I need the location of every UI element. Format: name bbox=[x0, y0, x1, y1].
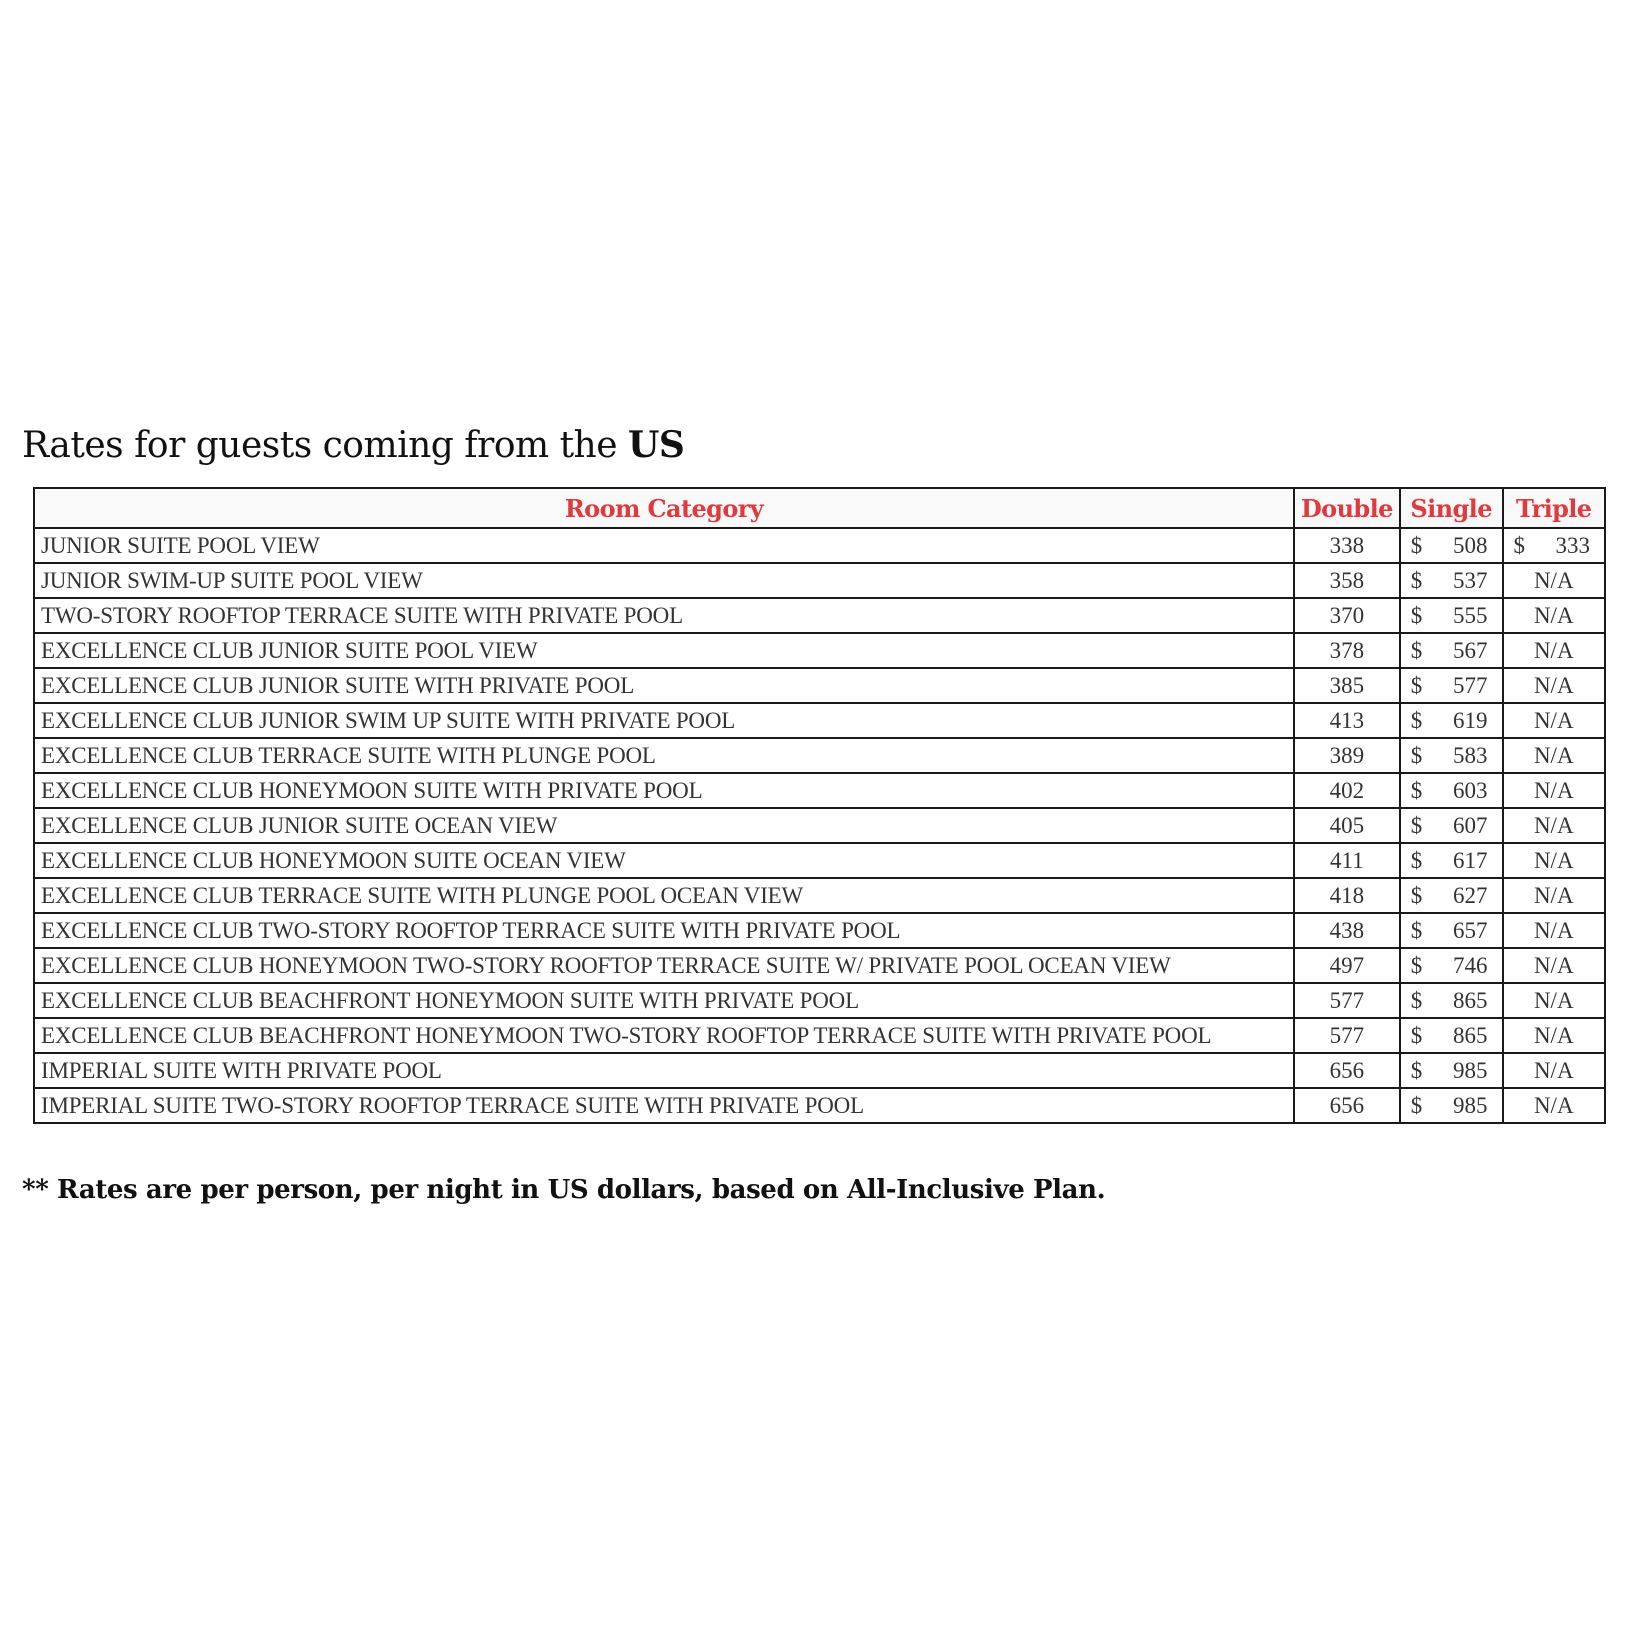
cell-single bbox=[1400, 983, 1503, 1018]
cell-double: 402 bbox=[1294, 773, 1400, 808]
cell-single bbox=[1400, 668, 1503, 703]
single-value: 985 bbox=[1453, 1057, 1488, 1083]
page-heading bbox=[22, 424, 684, 466]
table-row bbox=[34, 1018, 1605, 1053]
cell-single bbox=[1400, 1018, 1503, 1053]
cell-triple: N/A bbox=[1503, 1018, 1606, 1053]
cell-triple: N/A bbox=[1503, 878, 1606, 913]
currency-symbol: $ bbox=[1410, 742, 1423, 768]
header-room-category: Room Category bbox=[34, 488, 1294, 528]
cell-single bbox=[1400, 563, 1503, 598]
cell-room-category: EXCELLENCE CLUB HONEYMOON SUITE OCEAN VIEW bbox=[34, 843, 1294, 878]
header-double: Double bbox=[1294, 488, 1400, 528]
currency-symbol: $ bbox=[1410, 917, 1423, 943]
currency-symbol: $ bbox=[1410, 987, 1423, 1013]
cell-room-category: EXCELLENCE CLUB TERRACE SUITE WITH PLUNGE POOL bbox=[34, 738, 1294, 773]
cell-room-category: JUNIOR SWIM-UP SUITE POOL VIEW bbox=[34, 563, 1294, 598]
table-row bbox=[34, 633, 1605, 668]
currency-symbol: $ bbox=[1410, 637, 1423, 663]
table-row bbox=[34, 983, 1605, 1018]
table-row bbox=[34, 563, 1605, 598]
cell-room-category: EXCELLENCE CLUB JUNIOR SUITE OCEAN VIEW bbox=[34, 808, 1294, 843]
cell-double: 497 bbox=[1294, 948, 1400, 983]
cell-single bbox=[1400, 528, 1503, 563]
currency-symbol: $ bbox=[1410, 1092, 1423, 1118]
triple-value: 333 bbox=[1555, 532, 1590, 558]
currency-symbol: $ bbox=[1410, 952, 1423, 978]
cell-double: 656 bbox=[1294, 1053, 1400, 1088]
cell-room-category: IMPERIAL SUITE TWO-STORY ROOFTOP TERRACE SUITE WITH PRIVATE POOL bbox=[34, 1088, 1294, 1123]
table-row bbox=[34, 948, 1605, 983]
cell-single bbox=[1400, 878, 1503, 913]
rates-table bbox=[33, 487, 1606, 1124]
footnote: ** Rates are per person, per night in US dollars, based on All-Inclusive Plan. bbox=[22, 1175, 1106, 1205]
single-value: 746 bbox=[1453, 952, 1488, 978]
cell-double: 405 bbox=[1294, 808, 1400, 843]
cell-triple: N/A bbox=[1503, 738, 1606, 773]
table-row bbox=[34, 808, 1605, 843]
cell-double: 418 bbox=[1294, 878, 1400, 913]
table-row bbox=[34, 878, 1605, 913]
cell-room-category: TWO-STORY ROOFTOP TERRACE SUITE WITH PRIVATE POOL bbox=[34, 598, 1294, 633]
cell-double: 370 bbox=[1294, 598, 1400, 633]
header-single: Single bbox=[1400, 488, 1503, 528]
cell-triple: N/A bbox=[1503, 668, 1606, 703]
currency-symbol: $ bbox=[1410, 882, 1423, 908]
single-value: 619 bbox=[1453, 707, 1488, 733]
cell-room-category: EXCELLENCE CLUB JUNIOR SWIM UP SUITE WITH PRIVATE POOL bbox=[34, 703, 1294, 738]
cell-room-category: EXCELLENCE CLUB JUNIOR SUITE WITH PRIVATE POOL bbox=[34, 668, 1294, 703]
cell-single bbox=[1400, 703, 1503, 738]
currency-symbol: $ bbox=[1410, 1022, 1423, 1048]
cell-single bbox=[1400, 738, 1503, 773]
cell-double: 411 bbox=[1294, 843, 1400, 878]
cell-triple: N/A bbox=[1503, 773, 1606, 808]
cell-double: 378 bbox=[1294, 633, 1400, 668]
cell-single bbox=[1400, 773, 1503, 808]
single-value: 627 bbox=[1453, 882, 1488, 908]
currency-symbol: $ bbox=[1410, 777, 1423, 803]
single-value: 865 bbox=[1453, 1022, 1488, 1048]
currency-symbol: $ bbox=[1410, 812, 1423, 838]
cell-double: 656 bbox=[1294, 1088, 1400, 1123]
cell-room-category: EXCELLENCE CLUB JUNIOR SUITE POOL VIEW bbox=[34, 633, 1294, 668]
header-triple: Triple bbox=[1503, 488, 1606, 528]
currency-symbol: $ bbox=[1513, 532, 1525, 558]
cell-single bbox=[1400, 843, 1503, 878]
single-value: 617 bbox=[1453, 847, 1488, 873]
single-value: 555 bbox=[1453, 602, 1488, 628]
table-row bbox=[34, 528, 1605, 563]
single-value: 508 bbox=[1453, 532, 1488, 558]
single-value: 657 bbox=[1453, 917, 1488, 943]
cell-double: 413 bbox=[1294, 703, 1400, 738]
cell-double: 338 bbox=[1294, 528, 1400, 563]
table-row bbox=[34, 1088, 1605, 1123]
single-value: 607 bbox=[1453, 812, 1488, 838]
cell-room-category: EXCELLENCE CLUB HONEYMOON SUITE WITH PRIVATE POOL bbox=[34, 773, 1294, 808]
table-row bbox=[34, 738, 1605, 773]
heading-prefix: Rates for guests coming from the bbox=[22, 425, 628, 466]
cell-single bbox=[1400, 808, 1503, 843]
cell-triple: N/A bbox=[1503, 948, 1606, 983]
cell-triple: N/A bbox=[1503, 843, 1606, 878]
cell-single bbox=[1400, 1088, 1503, 1123]
cell-triple: N/A bbox=[1503, 913, 1606, 948]
table-row bbox=[34, 668, 1605, 703]
currency-symbol: $ bbox=[1410, 707, 1423, 733]
cell-room-category: EXCELLENCE CLUB TERRACE SUITE WITH PLUNGE POOL OCEAN VIEW bbox=[34, 878, 1294, 913]
cell-triple: N/A bbox=[1503, 633, 1606, 668]
single-value: 603 bbox=[1453, 777, 1488, 803]
cell-double: 385 bbox=[1294, 668, 1400, 703]
table-row bbox=[34, 843, 1605, 878]
currency-symbol: $ bbox=[1410, 1057, 1423, 1083]
cell-triple bbox=[1503, 528, 1606, 563]
single-value: 865 bbox=[1453, 987, 1488, 1013]
table-row bbox=[34, 773, 1605, 808]
currency-symbol: $ bbox=[1410, 672, 1423, 698]
table-row bbox=[34, 1053, 1605, 1088]
cell-double: 577 bbox=[1294, 1018, 1400, 1053]
cell-single bbox=[1400, 633, 1503, 668]
single-value: 583 bbox=[1453, 742, 1488, 768]
cell-single bbox=[1400, 598, 1503, 633]
cell-triple: N/A bbox=[1503, 1088, 1606, 1123]
single-value: 537 bbox=[1453, 567, 1488, 593]
currency-symbol: $ bbox=[1410, 532, 1423, 558]
single-value: 577 bbox=[1453, 672, 1488, 698]
cell-double: 358 bbox=[1294, 563, 1400, 598]
cell-room-category: EXCELLENCE CLUB BEACHFRONT HONEYMOON SUITE WITH PRIVATE POOL bbox=[34, 983, 1294, 1018]
currency-symbol: $ bbox=[1410, 847, 1423, 873]
currency-symbol: $ bbox=[1410, 602, 1423, 628]
cell-triple: N/A bbox=[1503, 703, 1606, 738]
cell-single bbox=[1400, 948, 1503, 983]
cell-triple: N/A bbox=[1503, 808, 1606, 843]
table-row bbox=[34, 703, 1605, 738]
cell-triple: N/A bbox=[1503, 983, 1606, 1018]
cell-single bbox=[1400, 913, 1503, 948]
cell-room-category: EXCELLENCE CLUB HONEYMOON TWO-STORY ROOFTOP TERRACE SUITE W/ PRIVATE POOL OCEAN VIEW bbox=[34, 948, 1294, 983]
currency-symbol: $ bbox=[1410, 567, 1423, 593]
cell-double: 577 bbox=[1294, 983, 1400, 1018]
single-value: 985 bbox=[1453, 1092, 1488, 1118]
cell-room-category: EXCELLENCE CLUB TWO-STORY ROOFTOP TERRACE SUITE WITH PRIVATE POOL bbox=[34, 913, 1294, 948]
cell-double: 389 bbox=[1294, 738, 1400, 773]
table-row bbox=[34, 598, 1605, 633]
table-header-row bbox=[34, 488, 1605, 528]
heading-country: US bbox=[627, 424, 685, 466]
table-body bbox=[34, 528, 1605, 1123]
cell-room-category: EXCELLENCE CLUB BEACHFRONT HONEYMOON TWO-STORY ROOFTOP TERRACE SUITE WITH PRIVATE POOL bbox=[34, 1018, 1294, 1053]
cell-triple: N/A bbox=[1503, 563, 1606, 598]
cell-room-category: JUNIOR SUITE POOL VIEW bbox=[34, 528, 1294, 563]
single-value: 567 bbox=[1453, 637, 1488, 663]
cell-double: 438 bbox=[1294, 913, 1400, 948]
cell-triple: N/A bbox=[1503, 1053, 1606, 1088]
cell-triple: N/A bbox=[1503, 598, 1606, 633]
cell-room-category: IMPERIAL SUITE WITH PRIVATE POOL bbox=[34, 1053, 1294, 1088]
cell-single bbox=[1400, 1053, 1503, 1088]
table-row bbox=[34, 913, 1605, 948]
